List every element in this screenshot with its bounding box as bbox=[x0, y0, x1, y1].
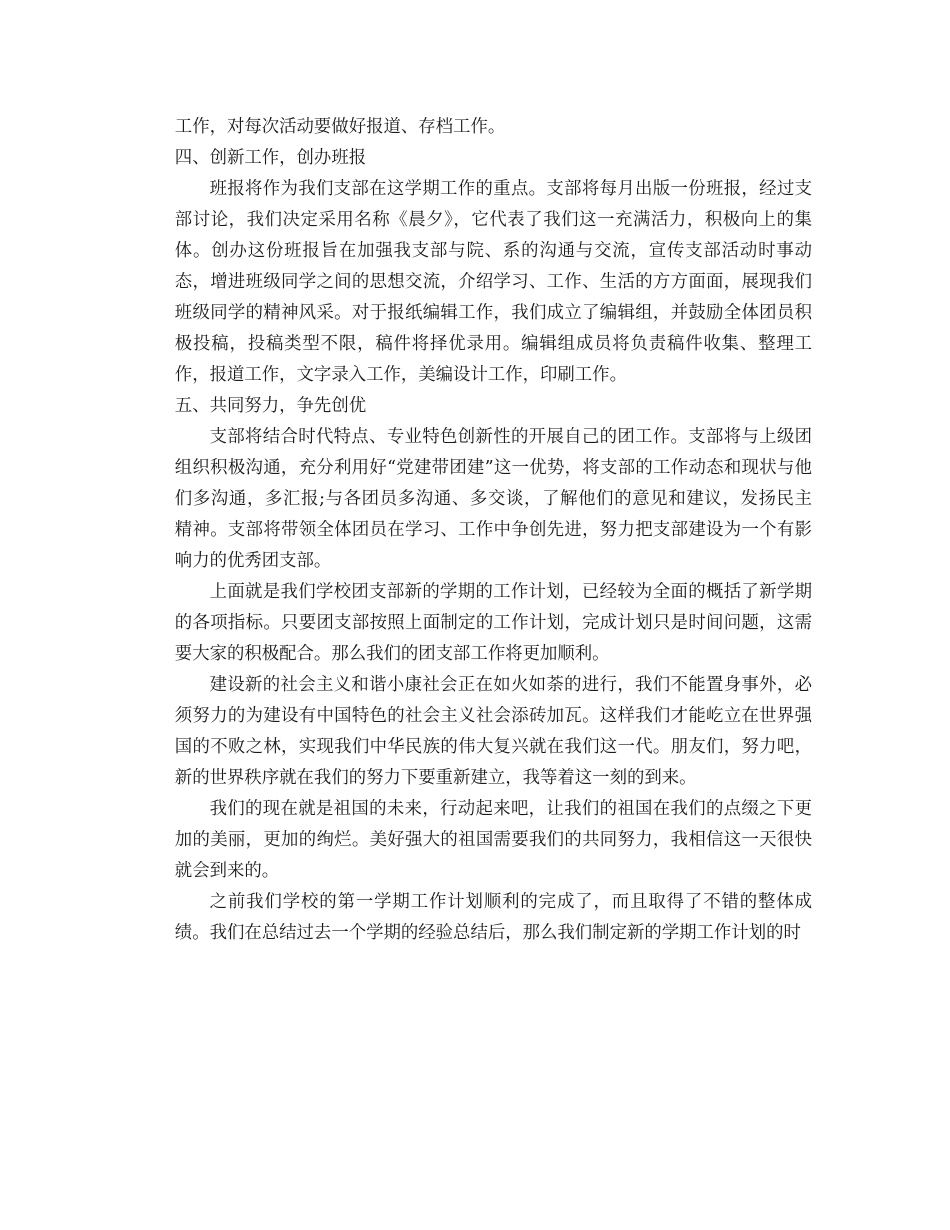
paragraph-line: 班级同学的精神风采。对于报纸编辑工作，我们成立了编辑组，并鼓励全体团员积 bbox=[174, 303, 812, 323]
paragraph bbox=[140, 174, 812, 391]
paragraph-line: 上面就是我们学校团支部新的学期的工作计划，已经较为全面的概括了新学期 bbox=[209, 582, 812, 602]
paragraph-line: 我们的现在就是祖国的未来，行动起来吧，让我们的祖国在我们的点缀之下更 bbox=[209, 799, 812, 819]
paragraph-line: 精神。支部将带领全体团员在学习、工作中争创先进，努力把支部建设为一个有影 bbox=[174, 520, 812, 540]
section-heading: 四、创新工作，创办班报 bbox=[174, 148, 367, 168]
paragraph-line: 加的美丽，更加的绚烂。美好强大的祖国需要我们的共同努力，我相信这一天很快 bbox=[174, 830, 812, 850]
paragraph-line: 就会到来的。 bbox=[174, 861, 280, 881]
paragraph-line: 们多沟通，多汇报;与各团员多沟通、多交谈，了解他们的意见和建议，发扬民主 bbox=[174, 489, 812, 509]
paragraph-line: 新的世界秩序就在我们的努力下要重新建立，我等着这一刻的到来。 bbox=[174, 768, 697, 788]
paragraph-line: 组织积极沟通，充分利用好“党建带团建”这一优势，将支部的工作动态和现状与他 bbox=[174, 458, 812, 478]
paragraph-line: 态，增进班级同学之间的思想交流，介绍学习、工作、生活的方方面面，展现我们 bbox=[174, 272, 812, 292]
paragraph-line: 国的不败之林，实现我们中华民族的伟大复兴就在我们这一代。朋友们，努力吧， bbox=[174, 737, 812, 757]
paragraph-line: 要大家的积极配合。那么我们的团支部工作将更加顺利。 bbox=[174, 644, 610, 664]
paragraph-line: 工作，对每次活动要做好报道、存档工作。 bbox=[174, 117, 506, 137]
paragraph-line: 支部将结合时代特点、专业特色创新性的开展自己的团工作。支部将与上级团 bbox=[209, 427, 812, 447]
paragraph-line: 建设新的社会主义和谐小康社会正在如火如荼的进行，我们不能置身事外，必 bbox=[209, 675, 812, 695]
document-body bbox=[140, 112, 812, 949]
paragraph bbox=[140, 577, 812, 670]
paragraph-line: 响力的优秀团支部。 bbox=[174, 551, 332, 571]
paragraph-line: 部讨论，我们决定采用名称《晨夕》，它代表了我们这一充满活力，积极向上的集 bbox=[174, 210, 812, 230]
paragraph bbox=[140, 112, 812, 143]
section-heading: 五、共同努力，争先创优 bbox=[174, 396, 367, 416]
paragraph-line: 之前我们学校的第一学期工作计划顺利的完成了，而且取得了不错的整体成 bbox=[209, 892, 812, 912]
paragraph-line: 的各项指标。只要团支部按照上面制定的工作计划，完成计划只是时间问题，这需 bbox=[174, 613, 812, 633]
paragraph bbox=[140, 794, 812, 887]
paragraph bbox=[140, 887, 812, 949]
paragraph-line: 须努力的为建设有中国特色的社会主义社会添砖加瓦。这样我们才能屹立在世界强 bbox=[174, 706, 812, 726]
paragraph bbox=[140, 670, 812, 794]
paragraph-line: 班报将作为我们支部在这学期工作的重点。支部将每月出版一份班报，经过支 bbox=[209, 179, 812, 199]
paragraph bbox=[140, 422, 812, 577]
paragraph-line: 体。创办这份班报旨在加强我支部与院、系的沟通与交流，宣传支部活动时事动 bbox=[174, 241, 812, 261]
paragraph-line: 绩。我们在总结过去一个学期的经验总结后，那么我们制定新的学期工作计划的时 bbox=[174, 923, 801, 943]
paragraph-line: 作，报道工作，文字录入工作，美编设计工作，印刷工作。 bbox=[174, 365, 627, 385]
paragraph-line: 极投稿，投稿类型不限，稿件将择优录用。编辑组成员将负责稿件收集、整理工 bbox=[174, 334, 812, 354]
